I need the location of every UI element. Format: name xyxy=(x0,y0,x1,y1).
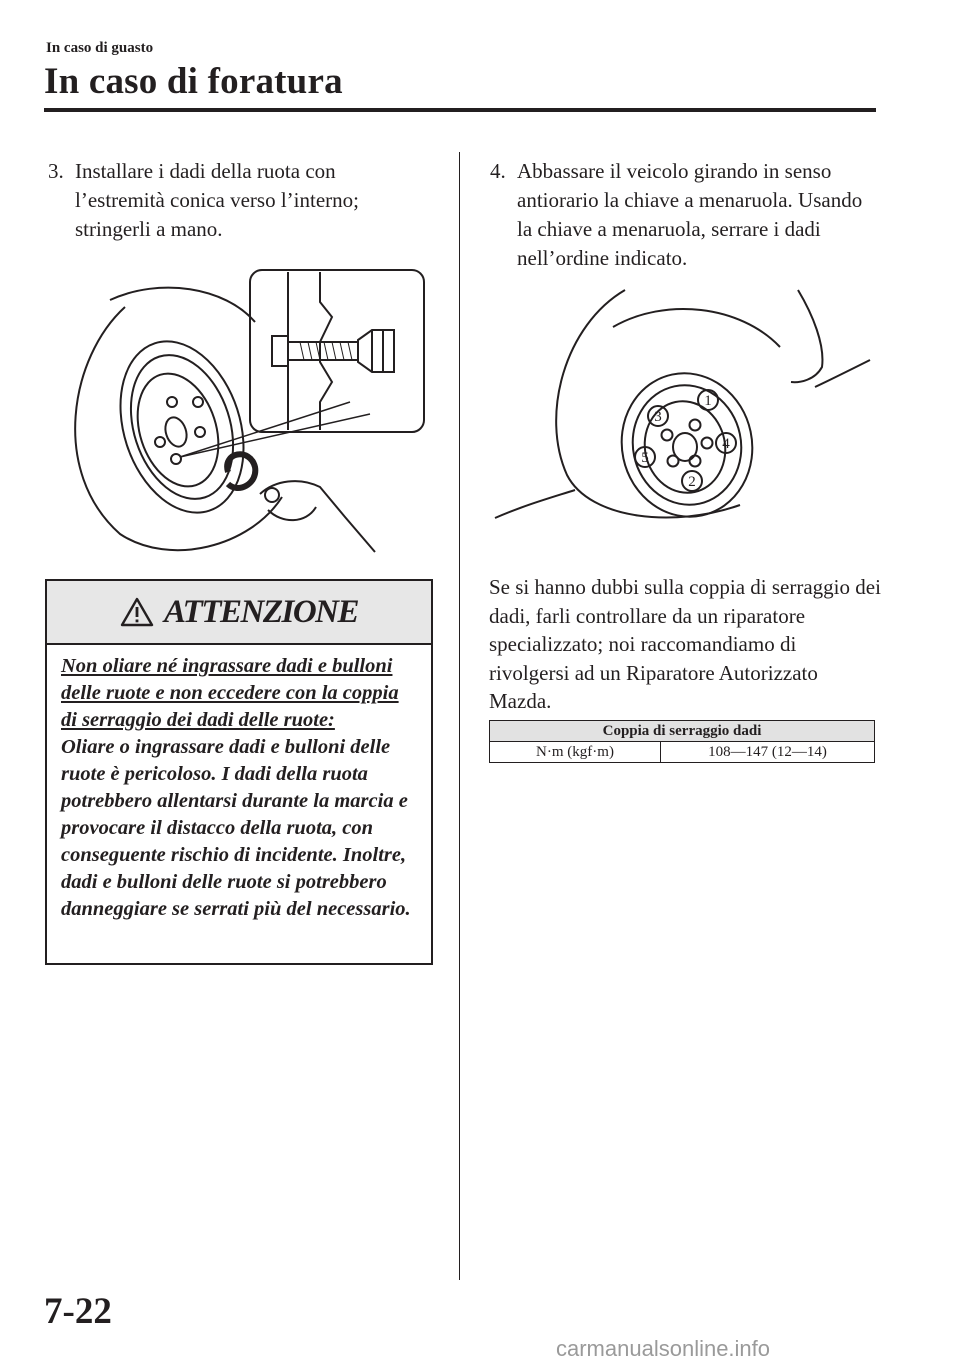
warning-title: ATTENZIONE xyxy=(163,593,359,630)
page-number: 7-22 xyxy=(44,1291,112,1332)
title-rule xyxy=(44,108,876,112)
table-row xyxy=(490,742,875,763)
table-header-row xyxy=(490,721,875,742)
step-number: 3. xyxy=(48,159,64,183)
table-cell-unit: N·m (kgf·m) xyxy=(490,742,661,763)
torque-table xyxy=(489,720,875,763)
wheel-nut-installation-figure xyxy=(50,262,440,562)
watermark: carmanualsonline.info xyxy=(556,1336,771,1361)
order-label-1: 1 xyxy=(704,393,712,409)
warning-header xyxy=(47,581,431,645)
table-cell-value: 108—147 (12—14) xyxy=(661,742,875,763)
step-number: 4. xyxy=(490,159,506,183)
order-label-2: 2 xyxy=(688,474,696,490)
step-4 xyxy=(490,157,880,273)
step-3 xyxy=(48,157,408,244)
page-title: In caso di foratura xyxy=(44,61,343,102)
warning-lead: Non oliare né ingrassare dadi e bulloni delle ruote e non eccedere con la coppia di serraggio dei dadi delle ruote: xyxy=(61,655,399,731)
warning-text: Oliare o ingrassare dadi e bulloni delle ruote è pericoloso. I dadi della ruota potrebbero allentarsi durante la marcia e provocare il distacco della ruota, con conseguente rischio di incidente. Inoltre, dadi e bulloni delle ruote si potrebbero danneggiare se serrati più del necessario. xyxy=(61,736,411,920)
torque-note: Se si hanno dubbi sulla coppia di serraggio dei dadi, farli controllare da un riparatore specializzato; noi raccomandiamo di rivolgersi ad un Riparatore Autorizzato Mazda. xyxy=(489,575,881,713)
table-header: Coppia di serraggio dadi xyxy=(490,721,875,742)
warning-body xyxy=(47,645,431,923)
section-label: In caso di guasto xyxy=(46,40,154,56)
warning-box xyxy=(45,579,433,965)
column-divider xyxy=(459,152,460,1280)
step-text: Installare i dadi della ruota con l’estremità conica verso l’interno; stringerli a mano. xyxy=(75,159,359,241)
warning-triangle-icon xyxy=(120,597,154,627)
order-label-4: 4 xyxy=(722,436,730,452)
order-label-5: 5 xyxy=(641,450,649,466)
step-text: Abbassare il veicolo girando in senso antiorario la chiave a menaruola. Usando la chiave a menaruola, serrare i dadi nell’ordine indicato. xyxy=(517,159,863,270)
order-label-3: 3 xyxy=(654,409,662,425)
nut-tightening-order-figure xyxy=(495,285,880,530)
